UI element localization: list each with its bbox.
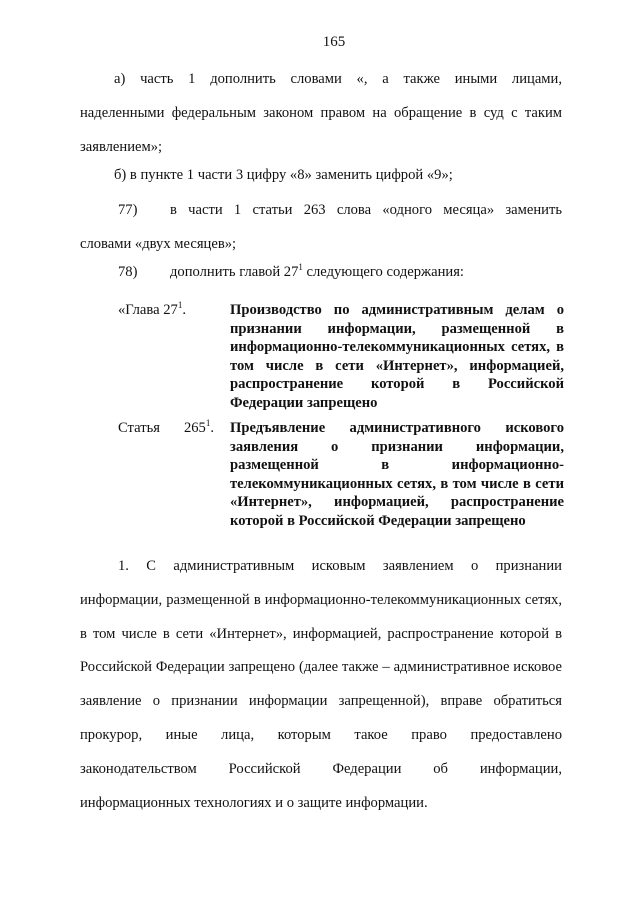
item-78-text-before: дополнить главой 27 [170, 264, 299, 280]
paragraph-1: 1. С административным исковым заявлением о признании информации, размещенной в информационно-телекоммуникационных сетях, в том числе в сети «Интернет», информацией, распространение которой в Российской Федерации запрещено (далее также – административное исковое заявление о признании информации запрещенной), вправе обратиться прокурор, иные лица, которым такое право предоставлено законодательством Российской Федерации об информации, информационных технологиях и о защите информации. [80, 558, 562, 811]
article-title: Предъявление административного искового заявления о признании информации, размещенной в информационно-телекоммуникационных сетях, в том числе в сети «Интернет», информацией, распространение которой в Российской Федерации запрещено [230, 420, 564, 529]
article-label-sup: 1 [205, 418, 211, 428]
paragraph-a [80, 62, 562, 164]
paragraph-b: б) в пункте 1 части 3 цифру «8» заменить цифрой «9»; [114, 167, 453, 183]
item-77-number: 77) [118, 202, 138, 218]
chapter-label-text: «Глава 27 [118, 302, 178, 318]
article-label-end: . [210, 420, 214, 436]
chapter-label-sup: 1 [177, 300, 183, 310]
page-number: 165 [322, 34, 346, 50]
article-label-number: 265 [183, 420, 206, 436]
article-label-number-group [184, 419, 214, 438]
item-77-line1: в части 1 статьи 263 слова «одного месяца» заменить [170, 202, 562, 218]
article-label-word: Статья [118, 420, 160, 436]
paragraph-a-line3: заявлением»; [80, 139, 163, 155]
chapter-title: Производство по административным делам о признании информации, размещенной в информационно-телекоммуникационных сетях, в том числе в сети «Интернет», информацией, распространение которой в Российской Федерации запрещено [230, 302, 564, 411]
paragraph-a-line1: а) часть 1 дополнить словами «, а также иными лицами, [114, 71, 562, 87]
chapter-label-end: . [182, 302, 186, 318]
item-78-text-after: следующего содержания: [302, 264, 464, 280]
article-label [118, 419, 214, 438]
item-77-line2: словами «двух месяцев»; [80, 236, 237, 252]
paragraph-a-line2: наделенными федеральным законом правом на обращение в суд с таким [80, 105, 562, 121]
item-78-number: 78) [118, 264, 138, 280]
item-78-sup: 1 [298, 262, 303, 272]
item-78-text [170, 262, 562, 282]
chapter-label [118, 301, 208, 320]
